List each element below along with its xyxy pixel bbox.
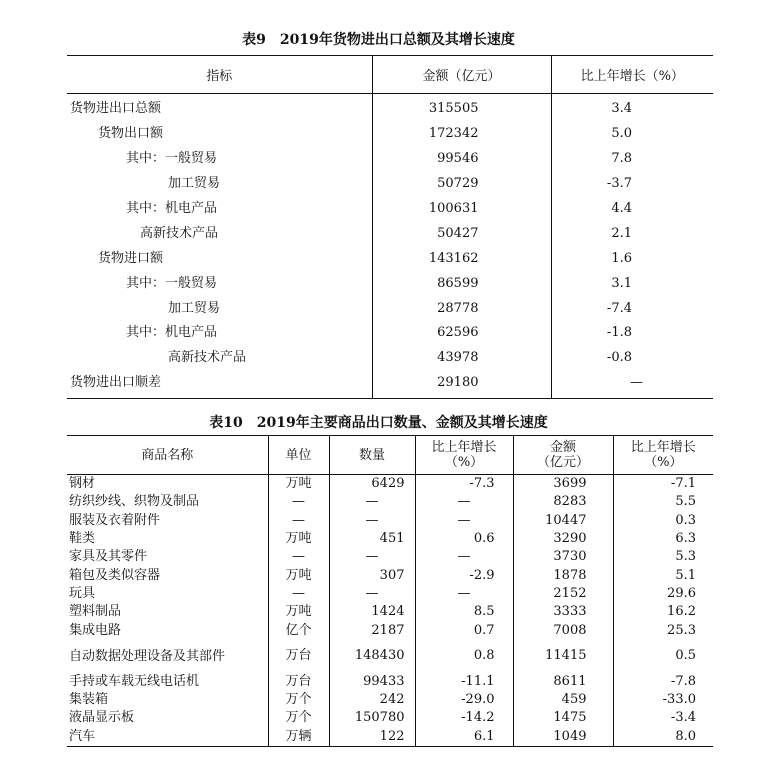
product-name-cell: 纺织纱线、织物及制品 [69,494,200,510]
unit-cell: 万个 [268,709,329,727]
amt-growth-cell: 0.5 [613,640,713,673]
table-row [67,603,713,621]
amt-growth-cell: 6.3 [613,530,713,548]
quantity-cell: 150780 [329,709,415,727]
amount-cell: 11415 [513,640,613,673]
indicator-cell: 其中：机电产品 [126,325,218,341]
amount-cell: 100631 [372,197,551,222]
amount-cell: 86599 [372,271,551,296]
table-row [67,709,713,727]
qty-growth-header-line1: 比上年增长 [431,440,497,455]
table10-header-qty-growth [415,436,513,475]
indicator-cell: 货物进出口总额 [70,101,162,117]
table-row [67,493,713,511]
product-name-cell: 液晶显示板 [69,710,135,726]
growth-cell: -3.7 [551,172,713,197]
quantity-cell: — [329,585,415,603]
table-row [67,246,713,271]
table-row [67,197,713,222]
table10 [67,435,713,747]
unit-cell: — [268,585,329,603]
unit-cell: 万吨 [268,603,329,621]
indicator-cell: 货物进出口顺差 [70,375,162,391]
table-row [67,566,713,584]
amount-cell: 62596 [372,321,551,346]
quantity-cell: — [329,493,415,511]
table-row [67,271,713,296]
amount-cell: 459 [513,691,613,709]
table10-header-unit: 单位 [268,436,329,475]
product-name-cell: 集装箱 [69,692,109,708]
amount-cell: 28778 [372,296,551,321]
table-row [67,475,713,494]
amt-growth-cell: 16.2 [613,603,713,621]
quantity-cell: — [329,512,415,530]
amt-growth-cell: -3.4 [613,709,713,727]
indicator-cell: 货物进口额 [98,250,164,266]
amount-cell: 8611 [513,673,613,691]
table-row [67,346,713,371]
qty-growth-cell: -14.2 [415,709,513,727]
table9-header-indicator: 指标 [67,56,372,94]
quantity-cell: 2187 [329,621,415,639]
quantity-cell: 148430 [329,640,415,673]
amount-cell: 1475 [513,709,613,727]
table-row [67,371,713,398]
unit-cell: 万吨 [268,475,329,494]
unit-cell: 亿个 [268,621,329,639]
table9-header-row [67,56,713,94]
qty-growth-cell: — [415,512,513,530]
table9-header-growth: 比上年增长（%） [551,56,713,94]
unit-cell: 万吨 [268,566,329,584]
table-row [67,621,713,639]
product-name-cell: 鞋类 [69,531,96,547]
unit-cell: — [268,512,329,530]
amt-growth-cell: 0.3 [613,512,713,530]
amt-growth-cell: 25.3 [613,621,713,639]
indicator-cell: 加工贸易 [168,300,221,316]
amount-cell: 50729 [372,172,551,197]
growth-cell: 7.8 [551,147,713,172]
table10-header-row [67,436,713,475]
unit-cell: 万台 [268,673,329,691]
qty-growth-cell: — [415,493,513,511]
amount-cell: 10447 [513,512,613,530]
amt-growth-cell: 29.6 [613,585,713,603]
qty-growth-cell: 0.7 [415,621,513,639]
table-row [67,548,713,566]
table-row [67,673,713,691]
quantity-cell: 6429 [329,475,415,494]
growth-cell: — [551,371,713,398]
table10-header-amount [513,436,613,475]
product-name-cell: 箱包及类似容器 [69,567,161,583]
product-name-cell: 服装及衣着附件 [69,512,161,528]
quantity-cell: 99433 [329,673,415,691]
indicator-cell: 高新技术产品 [140,225,219,241]
growth-cell: -1.8 [551,321,713,346]
qty-growth-cell: 6.1 [415,728,513,747]
table10-header-name: 商品名称 [67,436,268,475]
quantity-cell: 1424 [329,603,415,621]
quantity-cell: — [329,548,415,566]
amount-header-line2: （亿元） [536,455,589,470]
amt-growth-cell: -7.8 [613,673,713,691]
amount-cell: 43978 [372,346,551,371]
unit-cell: 万吨 [268,530,329,548]
qty-growth-cell: -11.1 [415,673,513,691]
amount-cell: 3730 [513,548,613,566]
growth-cell: 5.0 [551,122,713,147]
quantity-cell: 242 [329,691,415,709]
growth-cell: 1.6 [551,246,713,271]
amount-cell: 2152 [513,585,613,603]
amount-cell: 99546 [372,147,551,172]
qty-growth-cell: -7.3 [415,475,513,494]
amount-cell: 50427 [372,221,551,246]
amt-growth-header-line2: （%） [644,455,683,470]
unit-cell: 万个 [268,691,329,709]
amount-cell: 29180 [372,371,551,398]
product-name-cell: 钢材 [69,476,96,492]
qty-growth-cell: — [415,585,513,603]
qty-growth-cell: 8.5 [415,603,513,621]
qty-growth-cell: -29.0 [415,691,513,709]
table-row [67,321,713,346]
product-name-cell: 家具及其零件 [69,549,148,565]
amt-growth-cell: 8.0 [613,728,713,747]
amt-growth-cell: 5.1 [613,566,713,584]
quantity-cell: 122 [329,728,415,747]
amt-growth-cell: 5.3 [613,548,713,566]
amt-growth-cell: -33.0 [613,691,713,709]
amount-cell: 3290 [513,530,613,548]
unit-cell: — [268,493,329,511]
table-row [67,296,713,321]
table9 [67,55,713,399]
product-name-cell: 手持或车载无线电话机 [69,673,200,689]
table-row [67,122,713,147]
table-row [67,530,713,548]
product-name-cell: 汽车 [69,728,96,744]
growth-cell: -7.4 [551,296,713,321]
amt-growth-header-line1: 比上年增长 [630,440,696,455]
amount-cell: 3699 [513,475,613,494]
indicator-cell: 其中：机电产品 [126,201,218,216]
table-row [67,147,713,172]
amount-cell: 172342 [372,122,551,147]
table-row [67,94,713,122]
table-row [67,221,713,246]
qty-growth-cell: 0.8 [415,640,513,673]
table-row [67,640,713,673]
table-row [67,585,713,603]
quantity-cell: 451 [329,530,415,548]
product-name-cell: 玩具 [69,585,96,601]
table10-header-amt-growth [613,436,713,475]
qty-growth-header-line2: （%） [444,455,484,470]
table-row [67,691,713,709]
qty-growth-cell: — [415,548,513,566]
indicator-cell: 加工贸易 [168,176,221,192]
amount-cell: 8283 [513,493,613,511]
indicator-cell: 高新技术产品 [168,350,247,366]
product-name-cell: 塑料制品 [69,604,122,620]
table10-title: 表10 2019年主要商品出口数量、金额及其增长速度 [209,415,548,431]
unit-cell: 万台 [268,640,329,673]
amount-cell: 1878 [513,566,613,584]
indicator-cell: 货物出口额 [98,126,164,142]
table-row [67,512,713,530]
amount-cell: 3333 [513,603,613,621]
indicator-cell: 其中：一般贸易 [126,275,218,291]
amount-cell: 7008 [513,621,613,639]
amount-header-line1: 金额 [549,440,576,455]
indicator-cell: 其中：一般贸易 [126,151,218,167]
qty-growth-cell: 0.6 [415,530,513,548]
qty-growth-cell: -2.9 [415,566,513,584]
table9-header-amount: 金额（亿元） [372,56,551,94]
growth-cell: -0.8 [551,346,713,371]
amount-cell: 315505 [372,94,551,122]
growth-cell: 3.4 [551,94,713,122]
product-name-cell: 集成电路 [69,622,122,638]
growth-cell: 4.4 [551,197,713,222]
product-name-cell: 自动数据处理设备及其部件 [69,648,226,664]
amount-cell: 143162 [372,246,551,271]
unit-cell: 万辆 [268,728,329,747]
amt-growth-cell: -7.1 [613,475,713,494]
growth-cell: 2.1 [551,221,713,246]
table-row [67,728,713,747]
amt-growth-cell: 5.5 [613,493,713,511]
table9-title: 表9 2019年货物进出口总额及其增长速度 [242,32,515,48]
table-row [67,172,713,197]
table10-header-quantity: 数量 [329,436,415,475]
quantity-cell: 307 [329,566,415,584]
growth-cell: 3.1 [551,271,713,296]
unit-cell: — [268,548,329,566]
amount-cell: 1049 [513,728,613,747]
